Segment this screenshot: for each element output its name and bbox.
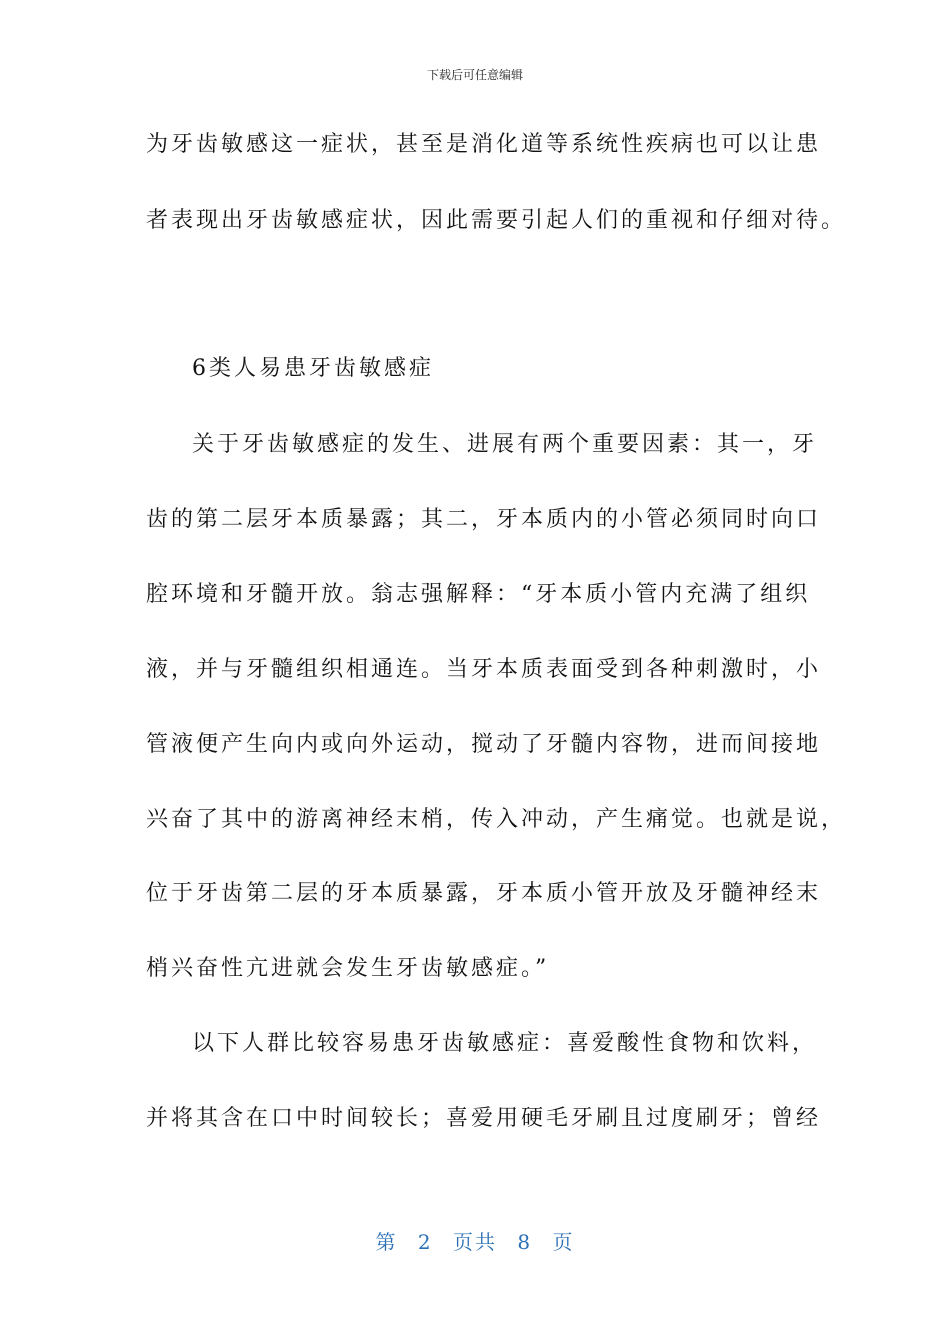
footer-middle: 页共	[453, 1230, 497, 1254]
body-line: 齿的第二层牙本质暴露；其二，牙本质内的小管必须同时向口	[146, 507, 822, 532]
body-line: 位于牙齿第二层的牙本质暴露，牙本质小管开放及牙髓神经末	[146, 881, 822, 906]
body-line: 梢兴奋性亢进就会发生牙齿敏感症。”	[146, 956, 550, 981]
page-header: 下载后可任意编辑	[426, 68, 523, 82]
page-footer	[0, 1226, 950, 1255]
body-line: 为牙齿敏感这一症状，甚至是消化道等系统性疾病也可以让患	[146, 132, 822, 157]
footer-total-pages: 8	[517, 1230, 533, 1254]
section-heading: 6类人易患牙齿敏感症	[192, 356, 434, 381]
body-line: 液，并与牙髓组织相通连。当牙本质表面受到各种刺激时，小	[146, 657, 822, 682]
footer-prefix: 第	[375, 1230, 398, 1254]
body-line: 者表现出牙齿敏感症状，因此需要引起人们的重视和仔细对待。	[146, 208, 847, 233]
body-line: 兴奋了其中的游离神经末梢，传入冲动，产生痛觉。也就是说，	[146, 807, 847, 832]
body-line: 以下人群比较容易患牙齿敏感症：喜爱酸性食物和饮料，	[192, 1031, 818, 1056]
footer-suffix: 页	[552, 1230, 575, 1254]
footer-page-number: 2	[417, 1230, 433, 1254]
body-line: 腔环境和牙髓开放。翁志强解释：“牙本质小管内充满了组织	[146, 582, 811, 607]
body-line: 并将其含在口中时间较长；喜爱用硬毛牙刷且过度刷牙；曾经	[146, 1106, 822, 1131]
body-line: 关于牙齿敏感症的发生、进展有两个重要因素：其一，牙	[192, 432, 818, 457]
body-line: 管液便产生向内或向外运动，搅动了牙髓内容物，进而间接地	[146, 732, 822, 757]
